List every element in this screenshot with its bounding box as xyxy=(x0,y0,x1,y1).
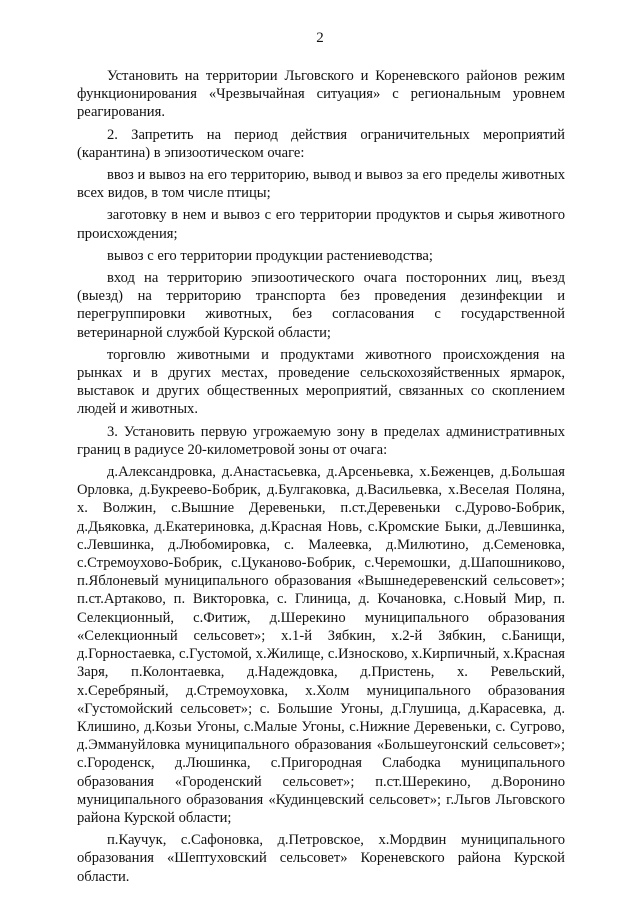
page-number: 2 xyxy=(316,30,324,46)
paragraph-korenevo-settlements: п.Каучук, с.Сафоновка, д.Петровское, х.Мордвин муниципального образования «Шептуховский сельсовет» Кореневского района Курской области. xyxy=(77,832,565,885)
paragraph-emergency-regime: Установить на территории Льговского и Кореневского районов режим функционирования «Чрезвычайная ситуация» с региональным уровнем реагирования. xyxy=(77,68,565,121)
paragraph-prohibitions-intro: 2. Запретить на период действия ограничительных мероприятий (карантина) в эпизоотическом очаге: xyxy=(77,126,565,161)
paragraph-crop-export: вывоз с его территории продукции растениеводства; xyxy=(107,247,433,264)
paragraph-animal-import-export: ввоз и вывоз на его территорию, вывод и вывоз за его пределы животных всех видов, в том числе птицы; xyxy=(77,167,565,202)
paragraph-entry-restrictions: вход на территорию эпизоотического очага посторонних лиц, въезд (выезд) на территорию транспорта без проведения дезинфекции и перегруппировки животных, без согласования с государственной ветеринарной службой Курской области; xyxy=(77,270,565,341)
paragraph-settlements-list: д.Александровка, д.Анастасьевка, д.Арсеньевка, х.Беженцев, д.Большая Орловка, д.Букреево-Бобрик, д.Булгаковка, д.Васильевка, х.Веселая Поляна, х. Волжин, с.Вышние Деревеньки, п.ст.Деревеньки с.Дурово-Бобрик, д.Дьяковка, д.Екатериновка, д.Красная Новь, с.Кромские Быки, д.Левшинка, с.Левшинка, д.Любомировка, с. Малеевка, д.Милютино, д.Семеновка, с.Стремоухово-Бобрик, с.Цуканово-Бобрик, с.Черемошки, д.Шапошниково, п.Яблоневый муниципального образования «Вышнедеревенский сельсовет»; п.ст.Артаково, п. Викторовка, с. Глиница, д. Кочановка, с.Новый Мир, п. Селекционный, с.Фитиж, д.Шерекино муниципального образования «Селекционный сельсовет»; х.1-й Зябкин, х.2-й Зябкин, с.Банищи, д.Горностаевка, с.Густомой, х.Жилище, с.Износково, х.Кирпичный, х.Красная Заря, п.Колонтаевка, д.Надеждовка, д.Пристень, х. Ревельский, х.Серебряный, д.Стремоуховка, х.Холм муниципального образования «Густомойский сельсовет»; с. Большие Угоны, д.Глушица, д.Карасевка, д. Клишино, д.Козьи Угоны, с.Малые Угоны, с.Нижние Деревеньки, с. Сугрово, д.Эммануйловка муниципального образования «Большеугонский сельсовет»; с.Городенск, д.Люшинка, с.Пригородная Слабодка муниципального образования «Городенский сельсовет»; п.ст.Шерекино, д.Воронино муниципального образования «Кудинцевский сельсовет»; г.Льгов Льговского района Курской области; xyxy=(77,464,565,826)
paragraph-first-zone: 3. Установить первую угрожаемую зону в пределах административных границ в радиусе 20-километровой зоны от очага: xyxy=(77,423,565,458)
paragraph-procurement: заготовку в нем и вывоз с его территории продуктов и сырья животного происхождения; xyxy=(77,207,565,242)
document-body xyxy=(77,67,565,890)
paragraph-trade-restrictions: торговлю животными и продуктами животного происхождения на рынках и в других местах, проведение сельскохозяйственных ярмарок, выставок и других общественных мероприятий, связанных со скоплением людей и животных. xyxy=(77,346,565,418)
